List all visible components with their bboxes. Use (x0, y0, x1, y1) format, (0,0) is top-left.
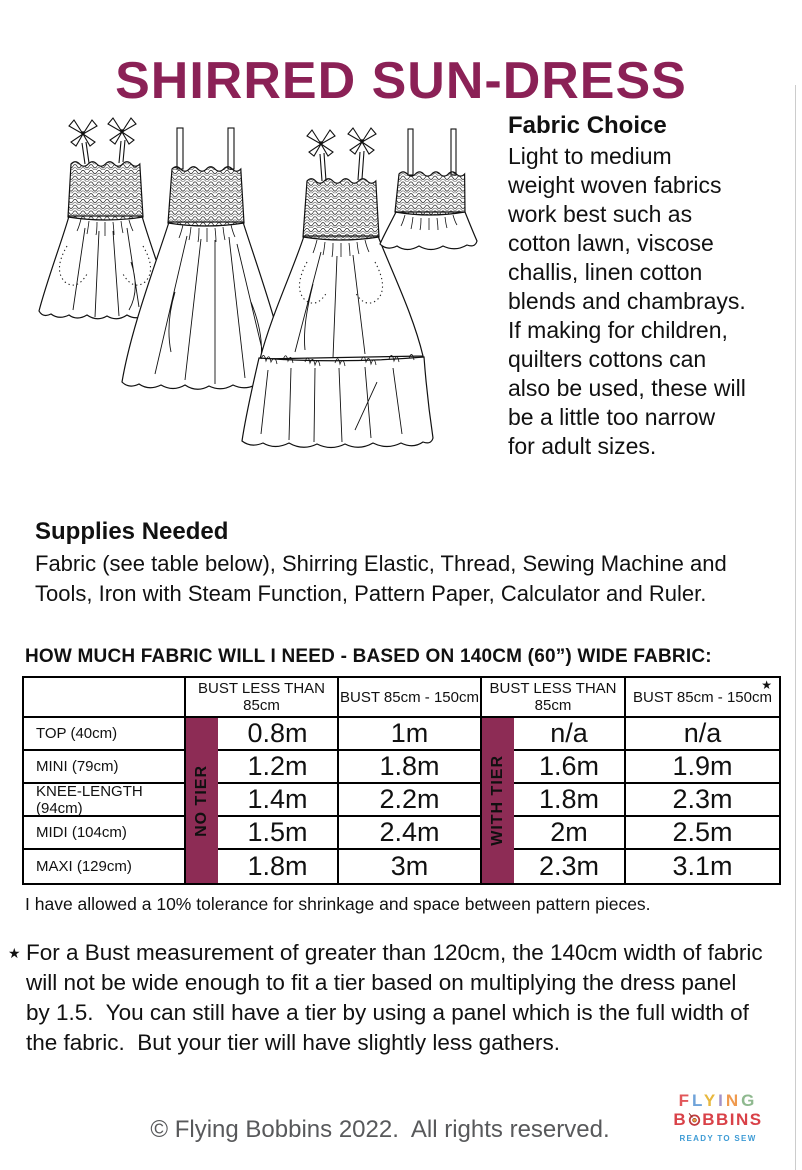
flying-bobbins-logo (658, 1091, 778, 1143)
fabric-choice-line: for adult sizes. (508, 433, 657, 459)
supplies-line: Fabric (see table below), Shirring Elastic, Thread, Sewing Machine and (35, 551, 727, 576)
table-row-label: MINI (79cm) (24, 751, 186, 784)
table-cell: 1.8m (339, 751, 482, 784)
table-cell: 2.2m (339, 784, 482, 817)
fabric-choice-line: Light to medium (508, 143, 672, 169)
table-header-label: BUST 85cm - 150cm (633, 688, 772, 706)
page-edge-line (795, 85, 796, 1170)
bobbin-icon (687, 1110, 702, 1129)
logo-letter: L (691, 1091, 704, 1110)
table-row-label: KNEE-LENGTH (94cm) (24, 784, 186, 817)
table-cell: 2m (514, 817, 626, 850)
fabric-choice-heading: Fabric Choice (508, 112, 667, 139)
star-footnote (8, 938, 794, 1058)
with-tier-label: WITH TIER (489, 755, 506, 846)
logo-tagline: READY TO SEW (679, 1134, 757, 1143)
table-cell: 0.8m (218, 718, 339, 751)
table-cell: 1.9m (626, 751, 779, 784)
tolerance-note: I have allowed a 10% tolerance for shrinkage and space between pattern pieces. (25, 894, 651, 914)
logo-letter: B (673, 1110, 688, 1129)
fabric-choice-line: work best such as (508, 201, 693, 227)
page-title: SHIRRED SUN-DRESS (115, 51, 687, 110)
table-row-label: MIDI (104cm) (24, 817, 186, 850)
table-header-bust-lt85-with-tier: BUST LESS THAN 85cm (482, 678, 626, 718)
table-cell: 1.2m (218, 751, 339, 784)
supplies-line: Tools, Iron with Steam Function, Pattern Paper, Calculator and Ruler. (35, 581, 707, 606)
shirred-top-drawing (380, 129, 477, 250)
fabric-choice-line: also be used, these will (508, 375, 746, 401)
table-cell: 2.4m (339, 817, 482, 850)
supplies-section (35, 518, 780, 609)
fabric-choice-line: weight woven fabrics (508, 172, 722, 198)
fabric-table-caption: HOW MUCH FABRIC WILL I NEED - BASED ON 140CM (60”) WIDE FABRIC: (25, 646, 712, 667)
table-cell: 2.3m (514, 850, 626, 883)
table-row-label: TOP (40cm) (24, 718, 186, 751)
fabric-choice-line: blends and chambrays. (508, 288, 746, 314)
table-cell: 1.5m (218, 817, 339, 850)
logo-letter: G (741, 1091, 758, 1110)
fabric-choice-line: be a little too narrow (508, 404, 716, 430)
table-cell: 1m (339, 718, 482, 751)
table-row-label: MAXI (129cm) (24, 850, 186, 883)
fabric-choice-line: If making for children, (508, 317, 728, 343)
table-header-blank (24, 678, 186, 718)
fabric-choice-line: cotton lawn, viscose (508, 230, 714, 256)
logo-word-bobbins (658, 1110, 778, 1130)
table-cell: 3m (339, 850, 482, 883)
table-cell: n/a (626, 718, 779, 751)
logo-letter: F (678, 1091, 692, 1110)
table-cell: n/a (514, 718, 626, 751)
with-tier-band (482, 718, 514, 883)
supplies-heading: Supplies Needed (35, 518, 229, 545)
fabric-choice-section (508, 112, 758, 461)
logo-letter: I (718, 1091, 726, 1110)
star-footnote-marker: ★ (761, 678, 772, 692)
fabric-choice-line: quilters cottons can (508, 346, 707, 372)
table-cell: 1.6m (514, 751, 626, 784)
logo-letter: N (725, 1091, 742, 1110)
star-footnote-text: For a Bust measurement of greater than 120cm, the 140cm width of fabric will not be wide enough to fit a tier based on multiplying the dress panel by 1.5. You can still have a tier by using a panel which is the full width of the fabric. But your tier will have slightly less gathers. (26, 940, 763, 1055)
copyright-text: © Flying Bobbins 2022. All rights reserved. (150, 1116, 610, 1143)
table-cell: 1.8m (514, 784, 626, 817)
table-cell: 2.5m (626, 817, 779, 850)
dress-line-drawings (25, 112, 495, 468)
table-header-bust-85-150-with-tier (626, 678, 779, 718)
table-cell: 1.8m (218, 850, 339, 883)
star-icon: ★ (8, 945, 21, 961)
dress-illustration-svg (25, 112, 495, 468)
no-tier-label: NO TIER (193, 764, 210, 837)
table-header-bust-lt85-no-tier: BUST LESS THAN 85cm (186, 678, 339, 718)
table-cell: 2.3m (626, 784, 779, 817)
fabric-requirements-table (22, 676, 781, 885)
fabric-choice-line: challis, linen cotton (508, 259, 703, 285)
logo-letter: Y (703, 1091, 719, 1110)
table-cell: 3.1m (672, 851, 733, 881)
logo-word-flying (658, 1091, 778, 1110)
logo-letters: BBINS (702, 1110, 763, 1129)
table-header-bust-85-150-no-tier: BUST 85cm - 150cm (339, 678, 482, 718)
no-tier-band (186, 718, 218, 883)
table-cell: 1.4m (218, 784, 339, 817)
